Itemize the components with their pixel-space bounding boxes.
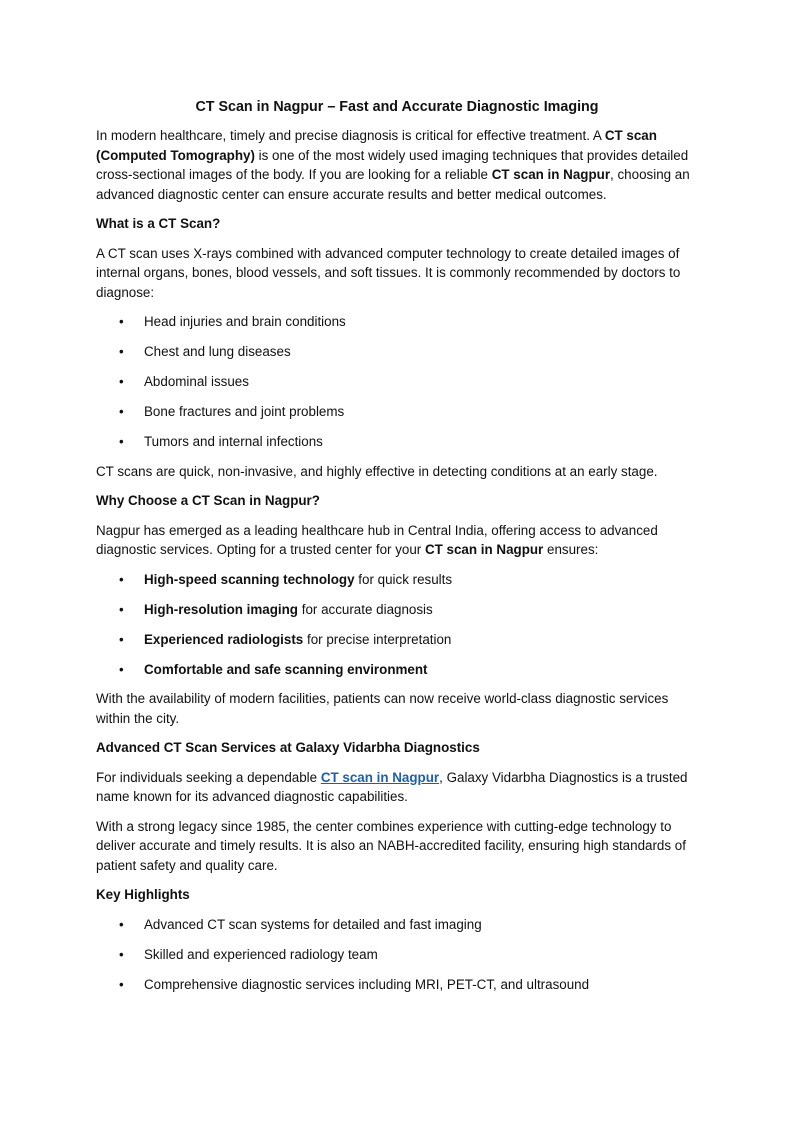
list-item: • Head injuries and brain conditions: [96, 312, 698, 332]
bullet-icon: •: [119, 661, 124, 677]
intro-text-2: is one of the most widely used imaging techniques that provides detailed cross-sectional images of the body. If you are looking for a reliable: [96, 147, 689, 182]
why-closing-paragraph: With the availability of modern facilities, patients can now receive world-class diagnostic services within the city.: [96, 691, 669, 726]
bullet-icon: •: [119, 374, 124, 389]
list-item: • Comfortable and safe scanning environment: [96, 660, 698, 680]
list-item: • Skilled and experienced radiology team: [96, 945, 698, 965]
why-paragraph: Nagpur has emerged as a leading healthcare hub in Central India, offering access to advanced diagnostic services. Opting for a trusted center for your CT scan in Nagpur ensures:: [96, 522, 658, 557]
bullet-icon: •: [119, 314, 124, 329]
what-closing-paragraph: CT scans are quick, non-invasive, and highly effective in detecting conditions at an early stage.: [96, 463, 658, 479]
bullet-icon: •: [119, 434, 124, 449]
intro-text-3: , choosing an advanced diagnostic center can ensure accurate results and better medical outcomes.: [96, 167, 690, 202]
list-item: • High-speed scanning technology for quick results: [96, 570, 698, 590]
list-item: • Tumors and internal infections: [96, 432, 698, 452]
intro-bold-2: CT scan in Nagpur: [491, 167, 611, 182]
list-item: • Abdominal issues: [96, 372, 698, 392]
highlights-heading: Key Highlights: [96, 887, 190, 902]
intro-paragraph: [96, 126, 698, 204]
list-item: • Bone fractures and joint problems: [96, 402, 698, 422]
advanced-paragraph: For individuals seeking a dependable CT scan in Nagpur, Galaxy Vidarbha Diagnostics is a trusted name known for its advanced diagnostic capabilities.: [96, 769, 688, 804]
list-item: • Advanced CT scan systems for detailed and fast imaging: [96, 915, 698, 935]
legacy-paragraph: With a strong legacy since 1985, the center combines experience with cutting-edge technology to deliver accurate and timely results. It is also an NABH-accredited facility, ensuring high standards of patient safety and quality care.: [96, 818, 686, 873]
bullet-icon: •: [119, 976, 124, 992]
list-item: • High-resolution imaging for accurate diagnosis: [96, 600, 698, 620]
conditions-list: [96, 312, 698, 452]
ct-scan-nagpur-link[interactable]: CT scan in Nagpur: [320, 769, 440, 785]
advanced-heading: Advanced CT Scan Services at Galaxy Vidarbha Diagnostics: [96, 740, 480, 755]
highlights-list: [96, 915, 698, 995]
what-paragraph: A CT scan uses X-rays combined with advanced computer technology to create detailed images of internal organs, bones, blood vessels, and soft tissues. It is commonly recommended by doctors to diagnose:: [96, 245, 681, 300]
why-heading: Why Choose a CT Scan in Nagpur?: [96, 493, 320, 508]
bullet-icon: •: [119, 344, 124, 359]
benefits-list: [96, 570, 698, 680]
bullet-icon: •: [119, 631, 124, 647]
intro-bold-1: CT scan (Computed Tomography): [96, 128, 657, 163]
bullet-icon: •: [119, 946, 124, 962]
bullet-icon: •: [119, 404, 124, 419]
what-heading: What is a CT Scan?: [96, 216, 221, 231]
intro-text-1: In modern healthcare, timely and precise diagnosis is critical for effective treatment. A: [96, 128, 605, 143]
bullet-icon: •: [119, 916, 124, 932]
bullet-icon: •: [119, 601, 124, 617]
list-item: • Experienced radiologists for precise interpretation: [96, 630, 698, 650]
page-title: CT Scan in Nagpur – Fast and Accurate Diagnostic Imaging: [195, 99, 599, 115]
bullet-icon: •: [119, 571, 124, 587]
list-item: • Chest and lung diseases: [96, 342, 698, 362]
list-item: • Comprehensive diagnostic services including MRI, PET-CT, and ultrasound: [96, 975, 698, 995]
